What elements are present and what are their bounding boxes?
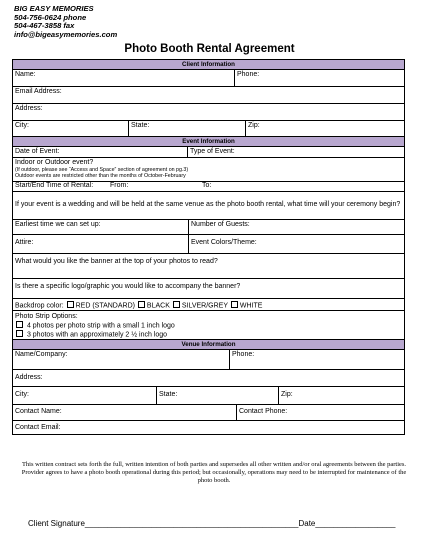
company-info bbox=[14, 5, 117, 39]
checkbox-red[interactable] bbox=[67, 301, 74, 308]
client-state-field[interactable]: State: bbox=[128, 121, 245, 136]
company-name: BIG EASY MEMORIES bbox=[14, 4, 94, 13]
venue-zip-field[interactable]: Zip: bbox=[278, 387, 404, 404]
client-address-field[interactable]: Address: bbox=[15, 105, 43, 112]
event-colors-field[interactable]: Event Colors/Theme: bbox=[188, 235, 404, 253]
checkbox-silver[interactable] bbox=[173, 301, 180, 308]
checkbox-black[interactable] bbox=[138, 301, 145, 308]
venue-phone-field[interactable]: Phone: bbox=[229, 350, 404, 369]
backdrop-color-field[interactable] bbox=[13, 299, 404, 310]
indoor-outdoor-field[interactable] bbox=[13, 158, 404, 181]
client-email-field[interactable]: Email Address: bbox=[15, 88, 62, 95]
guest-count-field[interactable]: Number of Guests: bbox=[188, 220, 404, 234]
banner-text-field[interactable]: What would you like the banner at the top of your photos to read? bbox=[15, 258, 218, 265]
indoor-note-2: Outdoor events are restricted other than the months of October-February bbox=[15, 173, 186, 179]
checkbox-strip-3[interactable] bbox=[16, 330, 23, 337]
venue-state-field[interactable]: State: bbox=[156, 387, 278, 404]
venue-city-field[interactable]: City: bbox=[15, 391, 29, 398]
event-info-header: Event Information bbox=[13, 137, 404, 147]
option-silver: SILVER/GREY bbox=[181, 302, 228, 310]
client-info-header: Client Information bbox=[13, 60, 404, 70]
company-phone: 504-756-0624 phone bbox=[14, 12, 87, 22]
signature-line bbox=[28, 519, 395, 528]
client-name-field[interactable]: Name: bbox=[15, 71, 36, 78]
checkbox-white[interactable] bbox=[231, 301, 238, 308]
venue-info-header: Venue Information bbox=[13, 340, 404, 350]
venue-name-field[interactable]: Name/Company: bbox=[15, 351, 68, 358]
rental-time-field[interactable] bbox=[13, 182, 404, 191]
photo-strip-field[interactable] bbox=[13, 311, 404, 339]
contact-name-field[interactable]: Contact Name: bbox=[15, 408, 62, 415]
option-red: RED (STANDARD) bbox=[75, 302, 135, 310]
contract-terms: This written contract sets forth the full, written intention of both parties and supersedes all other written and/or oral agreements between the parties. Provider agrees to have a photo booth operational during this period; but occasionally, operations may need to be interrupted for maintenance of the photo booth. bbox=[21, 461, 407, 485]
ceremony-time-field[interactable]: If your event is a wedding and will be held at the same venue as the photo booth rental, what time will your ceremony begin? bbox=[15, 201, 401, 208]
company-email: info@bigeasymemories.com bbox=[14, 29, 118, 39]
from-label: From: bbox=[110, 182, 129, 189]
backdrop-label: Backdrop color: bbox=[15, 302, 64, 310]
event-type-field[interactable]: Type of Event: bbox=[187, 147, 404, 157]
client-city-field[interactable]: City: bbox=[15, 122, 29, 129]
company-fax: 504-467-3858 fax bbox=[14, 21, 75, 31]
strip-option-3: 3 photos with an approximately 2 ½ inch logo bbox=[26, 331, 168, 339]
event-date-field[interactable]: Date of Event: bbox=[15, 148, 60, 155]
option-white: WHITE bbox=[239, 302, 263, 310]
client-zip-field[interactable]: Zip: bbox=[245, 121, 404, 136]
to-label: To: bbox=[202, 182, 212, 189]
indoor-outdoor-label: Indoor or Outdoor event? bbox=[15, 159, 94, 166]
signature-date-field[interactable]: Date__________________ bbox=[298, 519, 396, 528]
venue-address-field[interactable]: Address: bbox=[15, 374, 43, 381]
checkbox-strip-4[interactable] bbox=[16, 321, 23, 328]
contact-email-field[interactable]: Contact Email: bbox=[15, 424, 61, 431]
client-phone-field[interactable]: Phone: bbox=[234, 70, 404, 86]
page-title: Photo Booth Rental Agreement bbox=[124, 43, 295, 55]
logo-graphic-field[interactable]: Is there a specific logo/graphic you would like to accompany the banner? bbox=[15, 283, 241, 290]
attire-field[interactable]: Attire: bbox=[15, 239, 34, 246]
strip-options-label: Photo Strip Options: bbox=[15, 313, 78, 320]
strip-option-4: 4 photos per photo strip with a small 1 inch logo bbox=[26, 322, 175, 330]
setup-time-field[interactable]: Earliest time we can set up: bbox=[15, 221, 101, 228]
rental-time-label: Start/End Time of Rental: bbox=[15, 182, 94, 189]
contact-phone-field[interactable]: Contact Phone: bbox=[236, 405, 404, 420]
indoor-note-1: (If outdoor, please see “Access and Space” section of agreement on pg.3) bbox=[15, 167, 189, 173]
client-signature-field[interactable]: Client Signature________________________________________________ bbox=[28, 519, 299, 528]
agreement-form bbox=[12, 59, 405, 435]
option-black: BLACK bbox=[146, 302, 170, 310]
